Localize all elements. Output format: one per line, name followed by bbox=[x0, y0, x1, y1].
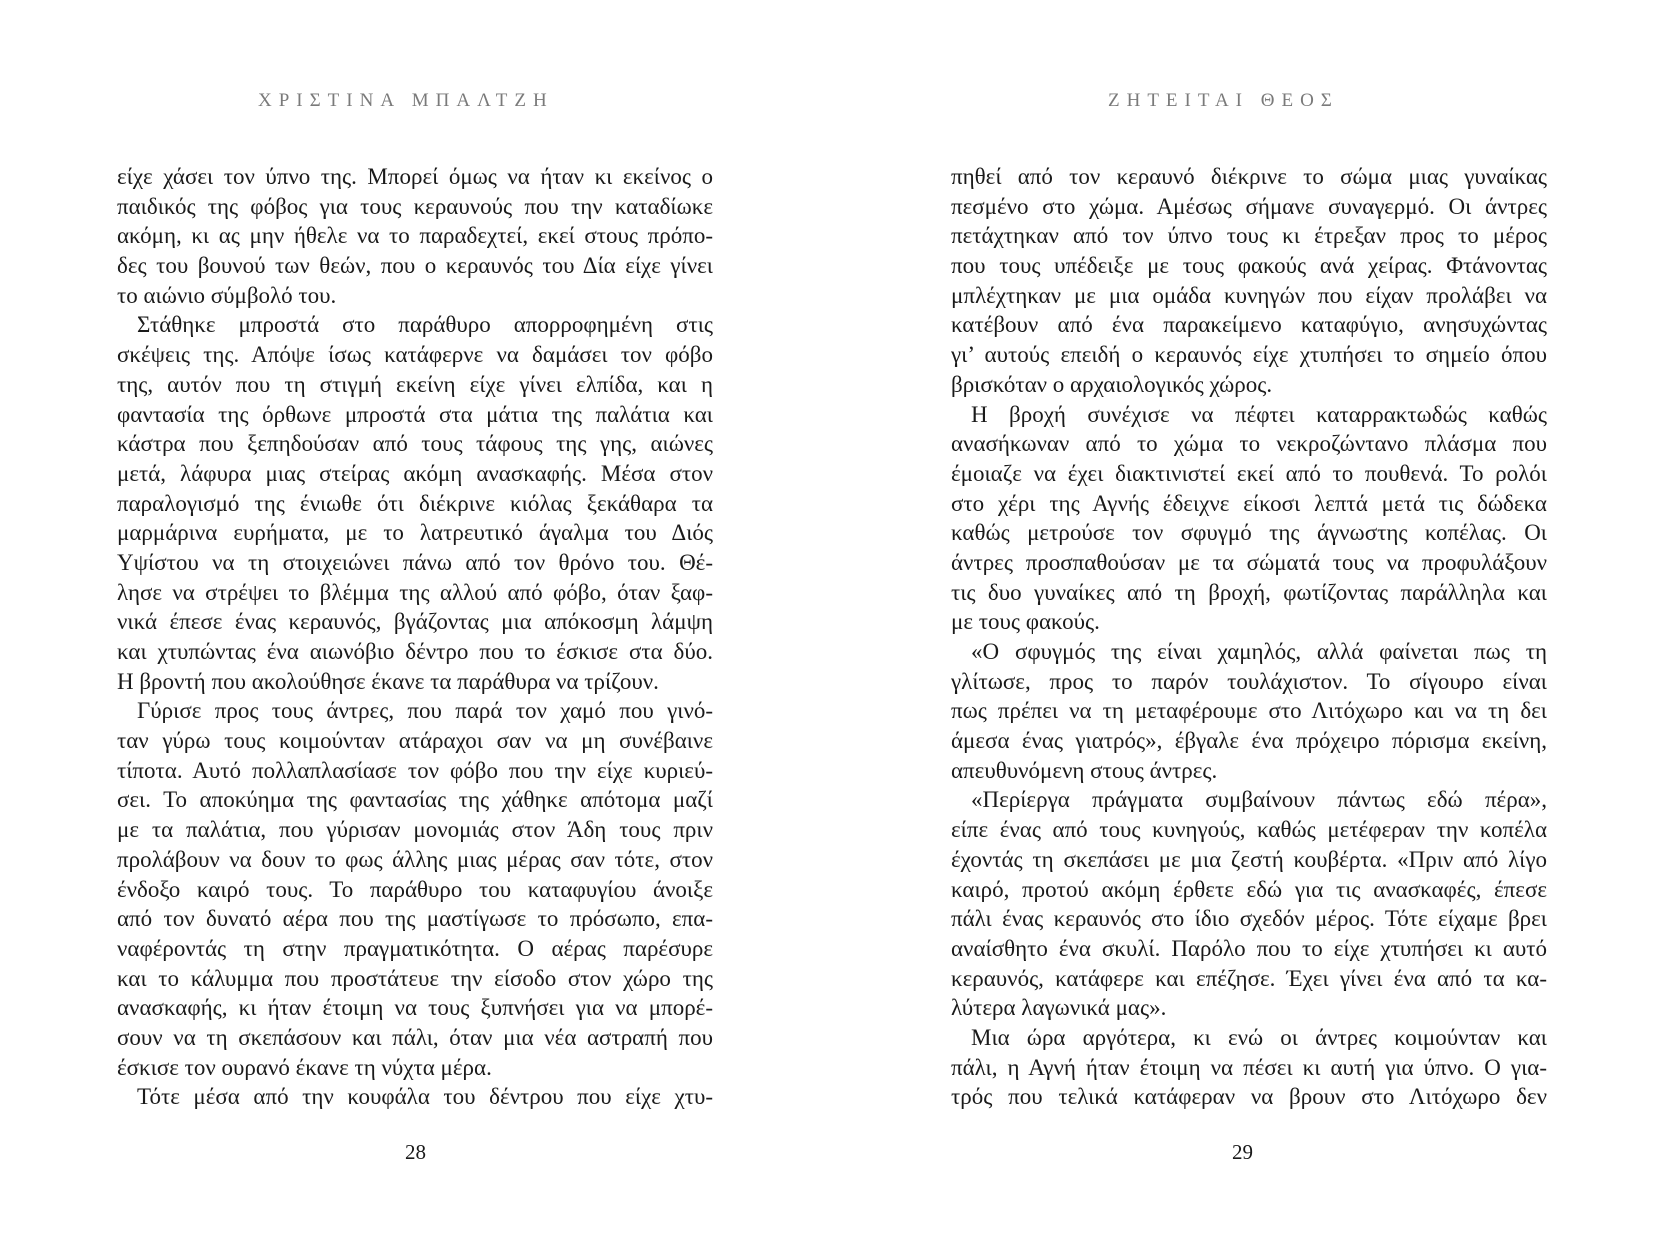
text-line: καιρό, προτού ακόμη έρθετε εδώ για τις ανασκαφές, έπεσε bbox=[951, 876, 1547, 902]
text-line: με τους φακούς. bbox=[951, 609, 1100, 635]
text-line: γι’ αυτούς επειδή ο κεραυνός είχε χτυπήσει το σημείο όπου bbox=[951, 342, 1547, 368]
text-line: ανασήκωναν από το χώμα το νεκροζώντανο πλάσμα που bbox=[951, 431, 1547, 457]
text-line: παραλογισμό της ένιωθε ότι διέκρινε κιόλας ξεκάθαρα τα bbox=[117, 490, 713, 516]
text-line: κεραυνός, κατάφερε και επέζησε. Έχει γίνει ένα από τα κα- bbox=[951, 965, 1547, 991]
text-line: πάλι ένας κεραυνός στο ίδιο σχεδόν μέρος. Τότε είχαμε βρει bbox=[951, 906, 1547, 932]
text-line: και χτυπώντας ένα αιωνόβιο δέντρο που το έσκισε στα δύο. bbox=[117, 639, 713, 664]
text-line: κάστρα που ξεπηδούσαν από τους τάφους της γης, αιώνες bbox=[117, 431, 713, 457]
text-line: Στάθηκε μπροστά στο παράθυρο απορροφημένη στις bbox=[137, 312, 713, 338]
text-line: Υψίστου να τη στοιχειώνει πάνω από τον θρόνο του. Θέ- bbox=[117, 549, 713, 575]
text-line: έμοιαζε να έχει διακτινιστεί εκεί από το πουθενά. Το ρολόι bbox=[951, 460, 1547, 486]
text-line: πηθεί από τον κεραυνό διέκρινε το σώμα μιας γυναίκας bbox=[951, 164, 1547, 189]
text-line: βρισκόταν ο αρχαιολογικός χώρος. bbox=[951, 371, 1273, 397]
text-line: με τα παλάτια, που γύρισαν μονομιάς στον Άδη τους πριν bbox=[117, 817, 713, 843]
text-line: απευθυνόμενη στους άντρες. bbox=[951, 757, 1218, 783]
text-line: πετάχτηκαν από τον ύπνο τους κι έτρεξαν προς το μέρος bbox=[951, 223, 1547, 249]
running-head-author: ΧΡΙΣΤΙΝΑ ΜΠΑΛΤΖΗ bbox=[258, 90, 554, 111]
text-line: πάλι, η Αγνή ήταν έτοιμη να πέσει κι αυτή για ύπνο. Ο για- bbox=[951, 1054, 1547, 1080]
text-line: τίποτα. Αυτό πολλαπλασίασε τον φόβο που την είχε κυριεύ- bbox=[117, 757, 713, 783]
text-line: λησε να στρέψει το βλέμμα της αλλού από φόβο, όταν ξαφ- bbox=[117, 579, 713, 605]
text-line: στο χέρι της Αγνής έδειχνε είκοσι λεπτά μετά τις δώδεκα bbox=[951, 490, 1547, 516]
page-number: 28 bbox=[405, 1140, 426, 1164]
text-line: πεσμένο στο χώμα. Αμέσως σήμανε συναγερμό. Οι άντρες bbox=[951, 193, 1547, 219]
text-line: είπε ένας από τους κυνηγούς, καθώς μετέφεραν την κοπέλα bbox=[951, 817, 1547, 843]
text-line: Μια ώρα αργότερα, κι ενώ οι άντρες κοιμούνταν και bbox=[971, 1024, 1547, 1050]
right-page bbox=[827, 0, 1654, 1240]
text-line: μετά, λάφυρα μιας στείρας ακόμη ανασκαφής. Μέσα στον bbox=[117, 460, 713, 486]
text-line: μπλέχτηκαν με μια ομάδα κυνηγών που είχαν προλάβει να bbox=[951, 282, 1547, 308]
body-text bbox=[117, 162, 713, 1112]
text-line: τις δυο γυναίκες από τη βροχή, φωτίζοντας παράλληλα και bbox=[951, 579, 1547, 605]
text-line: λύτερα λαγωνικά μας». bbox=[951, 995, 1167, 1021]
text-line: τρός που τελικά κατάφεραν να βρουν στο Λιτόχωρο δεν bbox=[951, 1084, 1547, 1110]
running-head-title: ΖΗΤΕΙΤΑΙ ΘΕΟΣ bbox=[1108, 90, 1339, 111]
text-line: παιδικός της φόβος για τους κεραυνούς που την καταδίωκε bbox=[117, 193, 713, 219]
text-line: κατέβουν από ένα παρακείμενο καταφύγιο, ανησυχώντας bbox=[951, 312, 1547, 338]
text-line: φαντασία της όρθωνε μπροστά στα μάτια της παλάτια και bbox=[117, 401, 713, 427]
text-line: «Περίεργα πράγματα συμβαίνουν πάντως εδώ πέρα», bbox=[971, 787, 1547, 813]
text-line: ένδοξο καιρό τους. Το παράθυρο του καταφυγίου άνοιξε bbox=[117, 876, 713, 902]
text-line: πως πρέπει να τη μεταφέρουμε στο Λιτόχωρο και να τη δει bbox=[951, 698, 1547, 724]
text-line: Γύρισε προς τους άντρες, που παρά τον χαμό που γινό- bbox=[137, 698, 713, 724]
body-text bbox=[951, 162, 1547, 1112]
text-line: μαρμάρινα ευρήματα, με το λατρευτικό άγαλμα του Διός bbox=[117, 520, 713, 546]
text-line: προλάβουν να δουν το φως άλλης μιας μέρας σαν τότε, στον bbox=[117, 846, 713, 872]
text-line: ταν γύρω τους κοιμούνταν ατάραχοι σαν να μη συνέβαινε bbox=[117, 728, 713, 754]
text-line: νικά έπεσε ένας κεραυνός, βγάζοντας μια απόκοσμη λάμψη bbox=[117, 609, 713, 635]
text-line: της, αυτόν που τη στιγμή εκείνη είχε γίνει ελπίδα, και η bbox=[117, 371, 713, 397]
text-line: αναίσθητο ένα σκυλί. Παρόλο που το είχε χτυπήσει κι αυτό bbox=[951, 935, 1547, 961]
text-line: ναφέροντάς τη στην πραγματικότητα. Ο αέρας παρέσυρε bbox=[117, 935, 713, 961]
page-number: 29 bbox=[1232, 1140, 1253, 1164]
text-line: ακόμη, κι ας μην ήθελε να το παραδεχτεί, εκεί στους πρόπο- bbox=[117, 223, 713, 249]
text-line: το αιώνιο σύμβολό του. bbox=[117, 282, 337, 308]
text-line: είχε χάσει τον ύπνο της. Μπορεί όμως να ήταν κι εκείνος ο bbox=[117, 164, 713, 189]
text-line: «Ο σφυγμός της είναι χαμηλός, αλλά φαίνεται πως τη bbox=[971, 639, 1547, 664]
text-line: Τότε μέσα από την κουφάλα του δέντρου που είχε χτυ- bbox=[137, 1084, 713, 1110]
text-line: άντρες προσπαθούσαν με τα σώματά τους να προφυλάξουν bbox=[951, 549, 1547, 575]
text-line: καθώς μετρούσε τον σφυγμό της άγνωστης κοπέλας. Οι bbox=[951, 520, 1547, 546]
text-line: Η βροντή που ακολούθησε έκανε τα παράθυρα να τρίζουν. bbox=[117, 668, 659, 694]
text-line: από τον δυνατό αέρα που της μαστίγωσε το πρόσωπο, επα- bbox=[117, 906, 713, 932]
text-line: Η βροχή συνέχισε να πέφτει καταρρακτωδώς καθώς bbox=[971, 401, 1547, 427]
text-line: σουν να τη σκεπάσουν και πάλι, όταν μια νέα αστραπή που bbox=[117, 1024, 713, 1050]
text-line: έσκισε τον ουρανό έκανε τη νύχτα μέρα. bbox=[117, 1054, 492, 1080]
text-line: άμεσα ένας γιατρός», έβγαλε ένα πρόχειρο πόρισμα εκείνη, bbox=[951, 728, 1547, 754]
text-line: σει. Το αποκύημα της φαντασίας της χάθηκε απότομα μαζί bbox=[117, 787, 713, 813]
text-line: γλίτωσε, προς το παρόν τουλάχιστον. Το σίγουρο είναι bbox=[951, 668, 1547, 694]
text-line: δες του βουνού των θεών, που ο κεραυνός του Δία είχε γίνει bbox=[117, 253, 713, 279]
text-line: ανασκαφής, κι ήταν έτοιμη να τους ξυπνήσει για να μπορέ- bbox=[117, 995, 713, 1021]
text-line: σκέψεις της. Απόψε ίσως κατάφερνε να δαμάσει τον φόβο bbox=[117, 342, 713, 368]
text-line: και το κάλυμμα που προστάτευε την είσοδο στον χώρο της bbox=[117, 965, 713, 991]
text-line: έχοντάς τη σκεπάσει με μια ζεστή κουβέρτα. «Πριν από λίγο bbox=[951, 846, 1547, 872]
text-line: που τους υπέδειξε με τους φακούς ανά χείρας. Φτάνοντας bbox=[951, 253, 1547, 279]
